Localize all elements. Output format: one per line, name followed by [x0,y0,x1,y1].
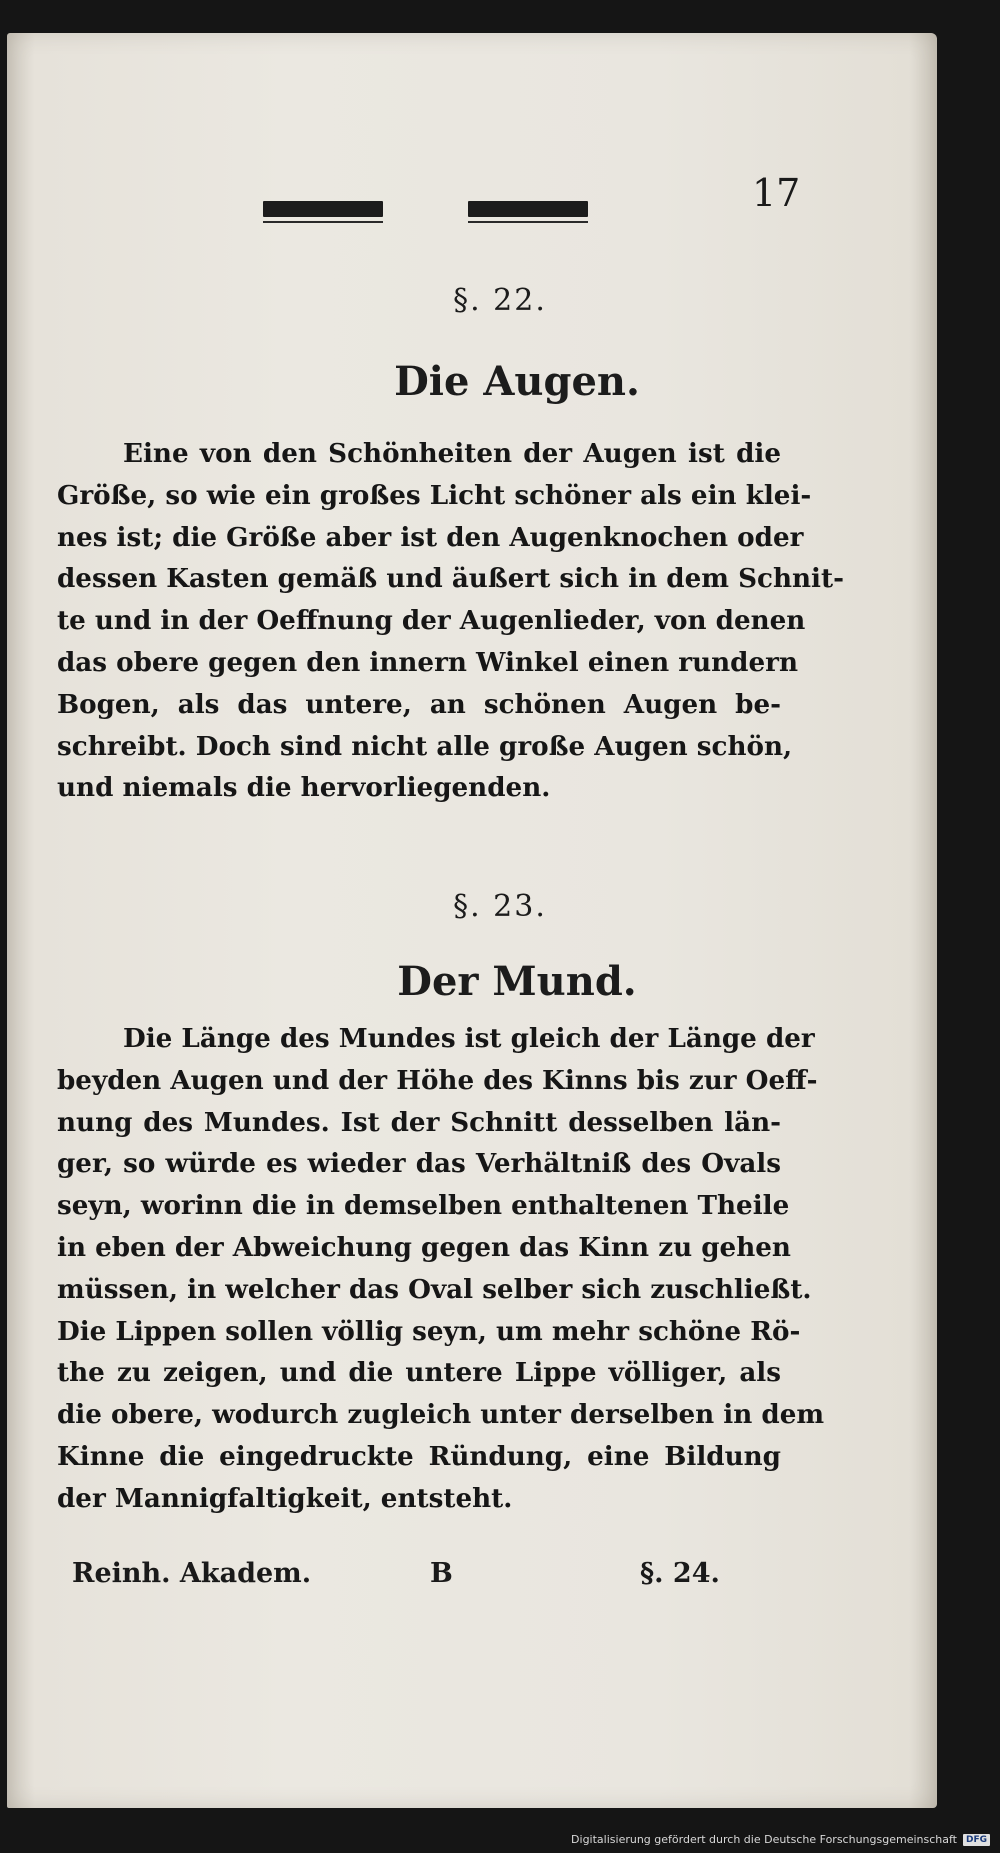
ornament-bar [263,201,383,217]
text-line: beyden Augen und der Höhe des Kinns bis zur Oeff- [57,1064,818,1096]
text-line: te und in der Oeffnung der Augenlieder, von denen [57,605,806,637]
ornament-bar [468,201,588,217]
header-ornament-right [468,201,588,223]
text-line: schreibt. Doch sind nicht alle große Augen schön, [57,730,793,762]
text-line: Die Länge des Mundes ist gleich der Länge der [123,1023,815,1054]
ornament-rule [468,221,588,223]
section-22-number: §. 22. [453,283,547,318]
section-22-heading: Die Augen. [394,358,640,405]
text-line: the zu zeigen, und die untere Lippe völliger, als [57,1357,781,1389]
text-line: dessen Kasten gemäß und äußert sich in dem Schnit- [57,563,844,595]
text-line: nes ist; die Größe aber ist den Augenknochen oder [57,521,804,553]
ornament-rule [263,221,383,223]
text-line: Größe, so wie ein großes Licht schöner als ein klei- [57,479,812,511]
section-23-paragraph [57,1018,825,1520]
text-line: Eine von den Schönheiten der Augen ist die [123,438,781,469]
text-line: ger, so würde es wieder das Verhältniß des Ovals [57,1148,781,1180]
text-line: Bogen, als das untere, an schönen Augen be- [57,688,781,720]
text-line: in eben der Abweichung gegen das Kinn zu gehen [57,1231,791,1263]
signature-mark: B [430,1558,453,1589]
text-line: müssen, in welcher das Oval selber sich zuschließt. [57,1273,812,1305]
book-page [7,33,937,1808]
page-number: 17 [752,171,801,215]
catchword: §. 24. [640,1558,720,1589]
text-line: die obere, wodurch zugleich unter derselben in dem [57,1399,825,1431]
section-23-heading: Der Mund. [397,958,637,1005]
text-line: das obere gegen den innern Winkel einen rundern [57,646,798,678]
text-line: Die Lippen sollen völlig seyn, um mehr schöne Rö- [57,1315,801,1347]
text-line: und niemals die hervorliegenden. [57,772,551,804]
section-22-paragraph [57,433,844,809]
header-ornament-left [263,201,383,223]
digitization-credit [571,1833,990,1846]
text-line: Kinne die eingedruckte Ründung, eine Bildung [57,1440,781,1472]
section-23-number: §. 23. [453,889,547,924]
dfg-logo: DFG [963,1834,990,1846]
text-line: nung des Mundes. Ist der Schnitt desselben län- [57,1106,781,1138]
text-line: seyn, worinn die in demselben enthaltenen Theile [57,1190,790,1222]
credit-text: Digitalisierung gefördert durch die Deutsche Forschungsgemeinschaft [571,1833,957,1846]
running-title: Reinh. Akadem. [72,1558,312,1589]
text-line: der Mannigfaltigkeit, entsteht. [57,1482,513,1514]
